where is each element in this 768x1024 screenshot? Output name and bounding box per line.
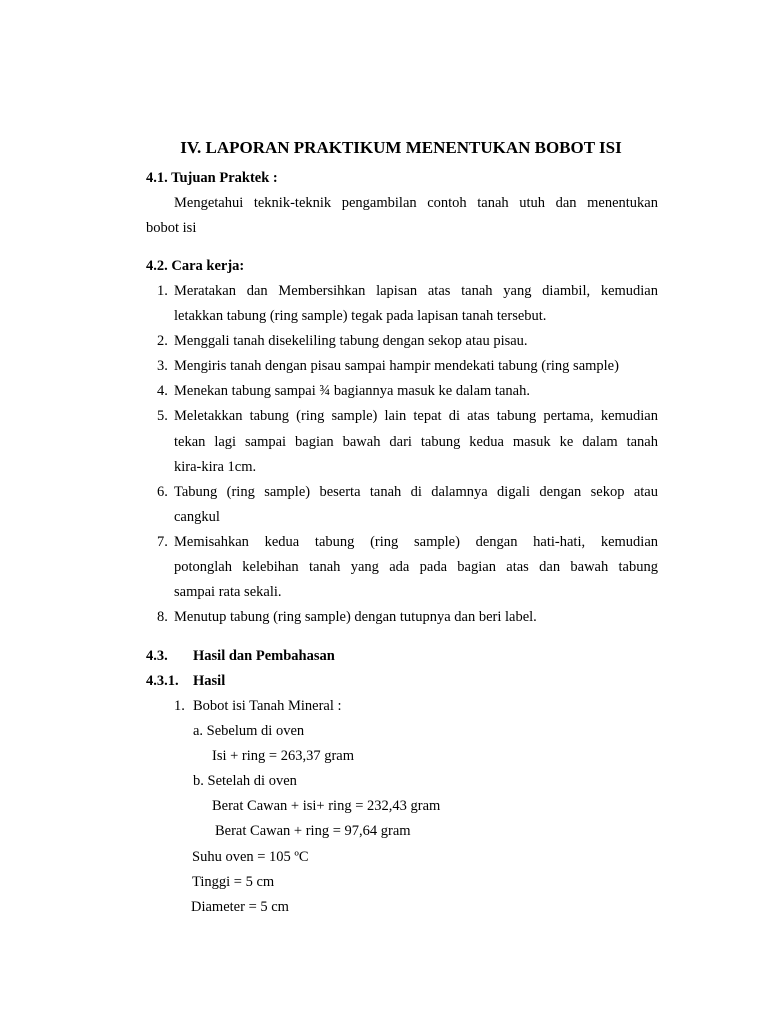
list-number: 8. (157, 609, 168, 625)
paragraph-tujuan-line1: Mengetahui teknik-teknik pengambilan contoh tanah utuh dan menentukan (174, 195, 658, 211)
list-item-line: letakkan tabung (ring sample) tegak pada lapisan tanah tersebut. (174, 308, 547, 324)
list-item-line: kira-kira 1cm. (174, 459, 257, 475)
subsection-heading-hasil: Hasil (193, 673, 226, 689)
list-number: 7. (157, 534, 168, 550)
result-value-suhu-oven: Suhu oven = 105 ºC (192, 849, 309, 865)
result-value-cawan-isi-ring: Berat Cawan + isi+ ring = 232,43 gram (212, 798, 441, 814)
list-item-line: Menekan tabung sampai ¾ bagiannya masuk ke dalam tanah. (174, 383, 530, 399)
paragraph-tujuan-line2: bobot isi (146, 220, 197, 236)
section-number-43: 4.3. (146, 648, 168, 664)
list-number: 2. (157, 333, 168, 349)
page-title: IV. LAPORAN PRAKTIKUM MENENTUKAN BOBOT ISI (180, 138, 622, 157)
list-item-line: sampai rata sekali. (174, 584, 282, 600)
list-item-line: Meratakan dan Membersihkan lapisan atas tanah yang diambil, kemudian (174, 283, 658, 299)
list-item-line: tekan lagi sampai bagian bawah dari tabung kedua masuk ke dalam tanah (174, 434, 658, 450)
result-value-isi-ring: Isi + ring = 263,37 gram (212, 748, 355, 764)
result-item-number: 1. (174, 698, 185, 714)
subsection-number-431: 4.3.1. (146, 673, 179, 689)
list-number: 3. (157, 358, 168, 374)
section-heading-tujuan: 4.1. Tujuan Praktek : (146, 170, 278, 186)
result-value-tinggi: Tinggi = 5 cm (192, 874, 275, 890)
section-heading-cara-kerja: 4.2. Cara kerja: (146, 258, 245, 274)
list-item-line: Memisahkan kedua tabung (ring sample) dengan hati-hati, kemudian (174, 534, 658, 550)
list-number: 1. (157, 283, 168, 299)
result-item-title: Bobot isi Tanah Mineral : (193, 698, 342, 714)
list-item-line: Mengiris tanah dengan pisau sampai hampir mendekati tabung (ring sample) (174, 358, 619, 374)
list-number: 6. (157, 484, 168, 500)
list-number: 5. (157, 408, 168, 424)
list-item-line: Menggali tanah disekeliling tabung dengan sekop atau pisau. (174, 333, 528, 349)
result-value-diameter: Diameter = 5 cm (191, 899, 289, 915)
list-item-line: Meletakkan tabung (ring sample) lain tepat di atas tabung pertama, kemudian (174, 408, 658, 424)
section-heading-hasil-pembahasan: Hasil dan Pembahasan (193, 648, 335, 664)
list-item-line: Tabung (ring sample) beserta tanah di dalamnya digali dengan sekop atau (174, 484, 658, 500)
list-item-line: Menutup tabung (ring sample) dengan tutupnya dan beri label. (174, 609, 537, 625)
result-subheading-before-oven: a. Sebelum di oven (193, 723, 305, 739)
result-subheading-after-oven: b. Setelah di oven (193, 773, 297, 789)
result-value-cawan-ring: Berat Cawan + ring = 97,64 gram (215, 823, 411, 839)
list-item-line: cangkul (174, 509, 220, 525)
list-number: 4. (157, 383, 168, 399)
list-item-line: potonglah kelebihan tanah yang ada pada bagian atas dan bawah tabung (174, 559, 658, 575)
